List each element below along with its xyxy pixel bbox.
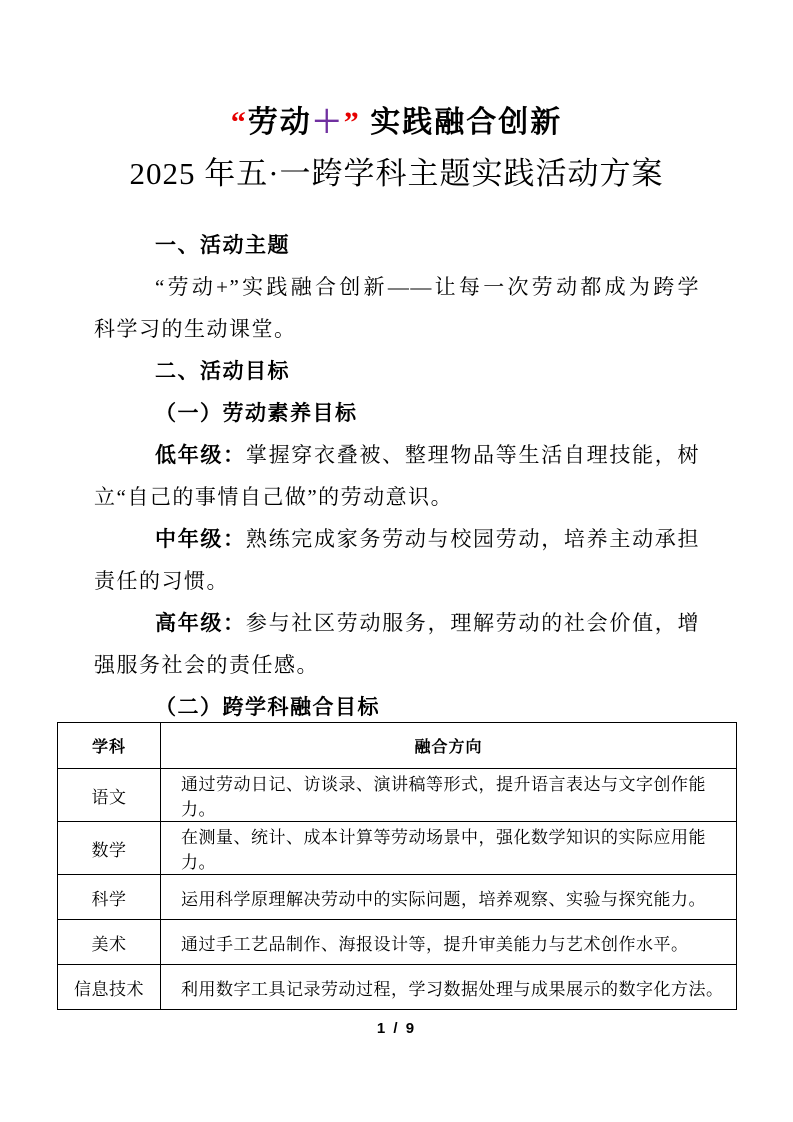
- subject-cell: 美术: [58, 920, 161, 965]
- table-header-cell: 融合方向: [161, 723, 737, 769]
- section-heading: 一、活动主题: [155, 233, 290, 257]
- table-row: [58, 920, 737, 965]
- table-row: [58, 769, 737, 822]
- title-run: 劳动: [247, 106, 312, 139]
- fusion-direction-cell: 通过手工艺品制作、海报设计等，提升审美能力与艺术创作水平。: [161, 920, 737, 965]
- fusion-direction-cell: 利用数字工具记录劳动过程，学习数据处理与成果展示的数字化方法。: [161, 965, 737, 1010]
- paragraph-line: 强服务社会的责任感。: [94, 653, 319, 677]
- table-row: [58, 822, 737, 875]
- title-line-1: [0, 98, 793, 148]
- subject-fusion-table: [57, 722, 737, 1010]
- subject-cell: 科学: [58, 875, 161, 920]
- paragraph-lead: 中年级：: [155, 527, 246, 551]
- title-run: ”: [343, 106, 361, 139]
- table-row: [58, 965, 737, 1010]
- document-title: [0, 98, 793, 200]
- paragraph-line: “劳动+”实践融合创新——让每一次劳动都成为跨学: [155, 275, 700, 299]
- paragraph-line: 责任的习惯。: [94, 569, 229, 593]
- paragraph-line: 中年级：熟练完成家务劳动与校园劳动，培养主动承担: [155, 527, 701, 551]
- title-line-2: 2025 年五·一跨学科主题实践活动方案: [129, 156, 664, 191]
- table-header-cell: 学科: [58, 723, 161, 769]
- paragraph-line: 科学习的生动课堂。: [94, 317, 297, 341]
- fusion-direction-cell: 通过劳动日记、访谈录、演讲稿等形式，提升语言表达与文字创作能力。: [161, 769, 737, 822]
- paragraph-lead: 高年级：: [155, 611, 246, 635]
- subject-cell: 语文: [58, 769, 161, 822]
- paragraph-line: 高年级：参与社区劳动服务，理解劳动的社会价值，增: [155, 611, 701, 635]
- title-run: ＋: [311, 106, 344, 139]
- title-run: 实践融合创新: [360, 106, 563, 139]
- table-header-row: [58, 723, 737, 769]
- section-heading: （一）劳动素养目标: [155, 401, 358, 425]
- section-heading: （二）跨学科融合目标: [155, 695, 380, 719]
- page-number: 1 / 9: [376, 1020, 417, 1037]
- fusion-direction-cell: 运用科学原理解决劳动中的实际问题，培养观察、实验与探究能力。: [161, 875, 737, 920]
- subject-cell: 数学: [58, 822, 161, 875]
- paragraph-lead: 低年级：: [155, 443, 246, 467]
- fusion-direction-cell: 在测量、统计、成本计算等劳动场景中，强化数学知识的实际应用能力。: [161, 822, 737, 875]
- title-run: “: [230, 106, 248, 139]
- subject-cell: 信息技术: [58, 965, 161, 1010]
- document-body: [94, 224, 700, 728]
- paragraph-line: 立“自己的事情自己做”的劳动意识。: [94, 485, 454, 509]
- section-heading: 二、活动目标: [155, 359, 290, 383]
- table-row: [58, 875, 737, 920]
- paragraph-line: 低年级：掌握穿衣叠被、整理物品等生活自理技能，树: [155, 443, 701, 467]
